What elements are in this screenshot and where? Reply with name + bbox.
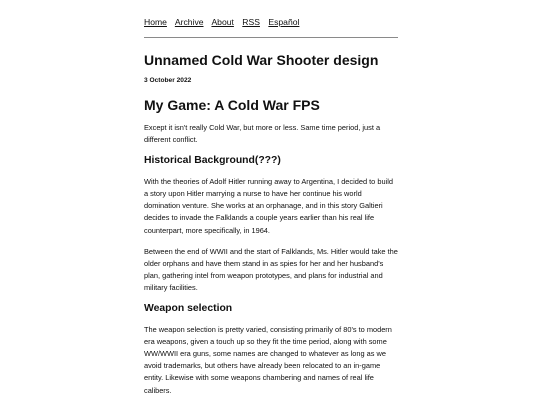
nav-link-rss[interactable]: RSS xyxy=(242,17,260,27)
nav-link-archive[interactable]: Archive xyxy=(174,17,204,27)
intro-paragraph: Except it isn't really Cold War, but more or less. Same time period, just a different conflict. xyxy=(144,123,381,145)
post-title: Unnamed Cold War Shooter design xyxy=(144,52,379,68)
post-date: 3 October 2022 xyxy=(144,77,192,84)
paragraph: With the theories of Adolf Hitler running away to Argentina, I decided to build a story upon Hitler marrying a nurse to have her continue his world domination venture. She works at an orphanage, and in this story Galtieri decides to invade the Falklands a couple years earlier than his real life counterpart, more specifically, in 1964. xyxy=(144,177,393,235)
nav-link-language[interactable]: Español xyxy=(268,17,300,27)
section-heading-weapon-selection: Weapon selection xyxy=(144,303,233,315)
page-content xyxy=(144,0,398,397)
nav-link-about[interactable]: About xyxy=(211,17,234,27)
paragraph: The weapon selection is pretty varied, consisting primarily of 80's to modern era weapons, given a touch up so they fit the time period, along with some WW/WWII era guns, some names are changed to whatever as long as we avoid trademarks, but others have already been relocated to an in-game entity. Likewise with some weapons chambering and names of real life calibers. xyxy=(144,325,392,395)
section-heading-historical-background: Historical Background(???) xyxy=(144,155,281,167)
nav-link-home[interactable]: Home xyxy=(144,17,167,27)
article-title: My Game: A Cold War FPS xyxy=(144,97,320,113)
top-nav xyxy=(144,17,398,38)
paragraph: Between the end of WWII and the start of Falklands, Ms. Hitler would take the older orphans and have them stand in as spies for her and her husband's plan, gathering intel from weapon prototypes, and plans for industrial and military facilities. xyxy=(144,246,398,292)
